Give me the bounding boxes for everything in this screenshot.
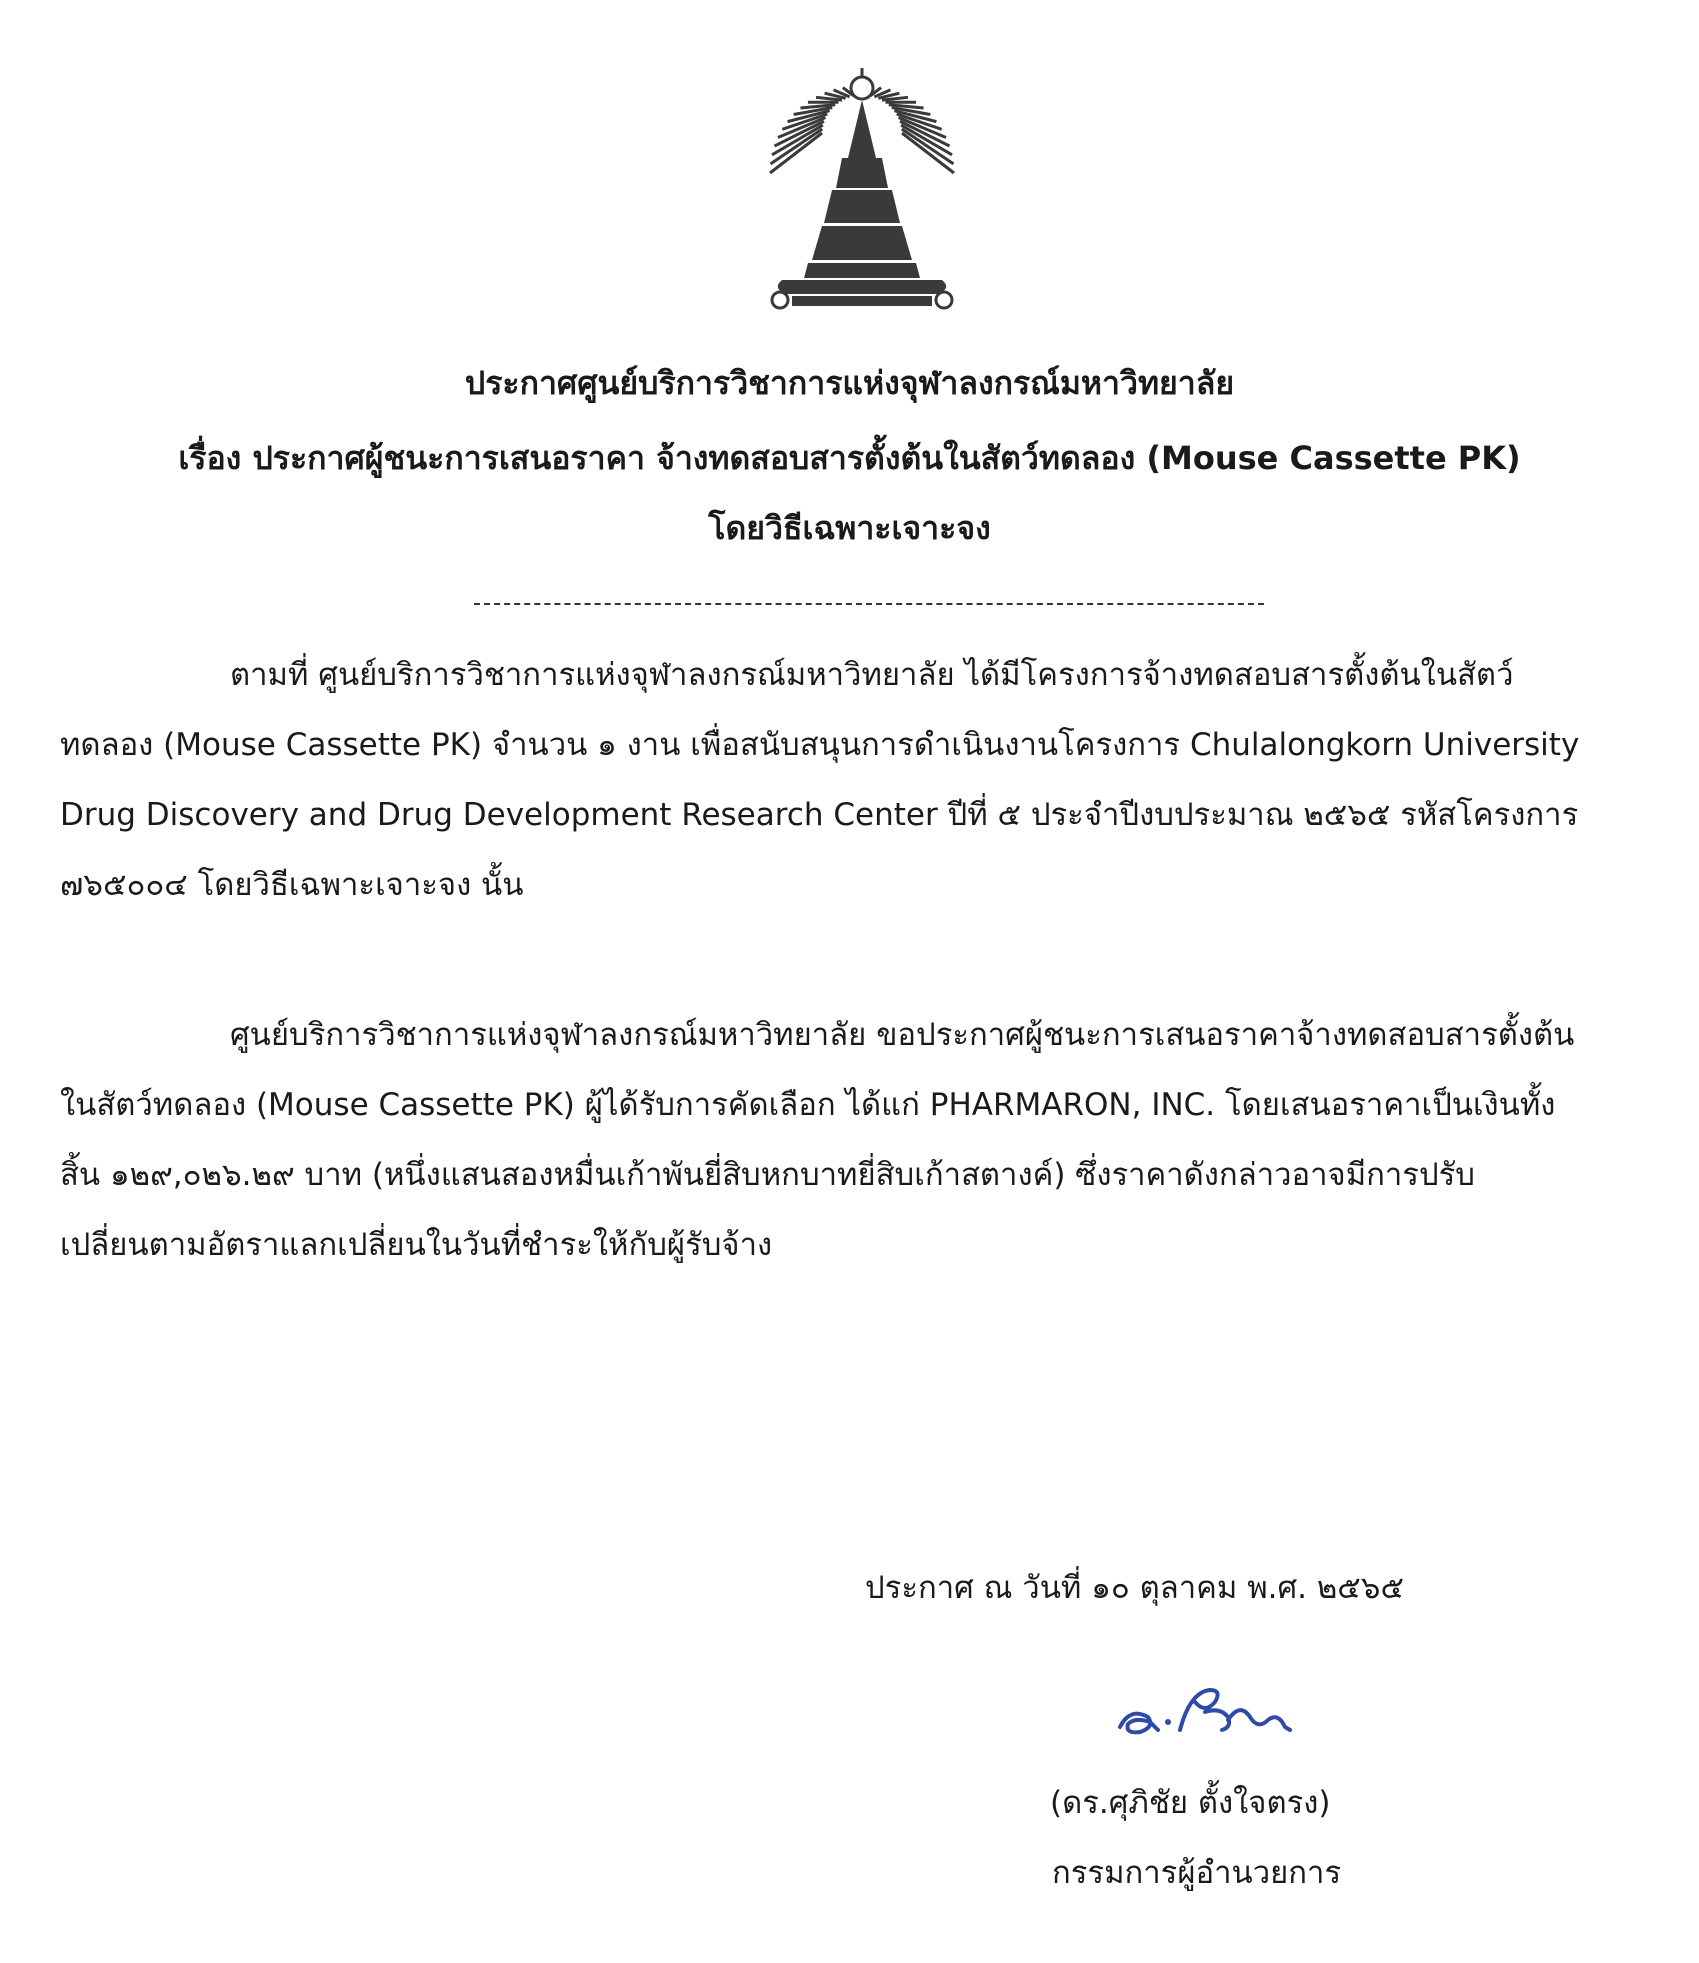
announcement-subject: เรื่อง ประกาศผู้ชนะการเสนอราคา จ้างทดสอบสารตั้งต้นในสัตว์ทดลอง (Mouse Cassette PK): [178, 439, 1521, 477]
paragraph2-line: สิ้น ๑๒๙,๐๒๖.๒๙ บาท (หนึ่งแสนสองหมื่นเก้าพันยี่สิบหกบาทยี่สิบเก้าสตางค์) ซึ่งราคาดังกล่าวอาจมีการปรับ: [60, 1157, 1475, 1193]
signatory-name: (ดร.ศุภิชัย ตั้งใจตรง): [1050, 1785, 1331, 1821]
paragraph2-line: เปลี่ยนตามอัตราแลกเปลี่ยนในวันที่ชำระให้กับผู้รับจ้าง: [60, 1227, 773, 1263]
paragraph1-line: ตามที่ ศูนย์บริการวิชาการแห่งจุฬาลงกรณ์มหาวิทยาลัย ได้มีโครงการจ้างทดสอบสารตั้งต้นในสัตว์: [230, 657, 1514, 693]
signatory-title: กรรมการผู้อำนวยการ: [1052, 1855, 1342, 1891]
phra-kiao-emblem-icon: [762, 38, 962, 318]
handwritten-signature: [1110, 1672, 1330, 1752]
separator-rule: [474, 603, 1264, 605]
paragraph1-line: Drug Discovery and Drug Development Research Center ปีที่ ๕ ประจำปีงบประมาณ ๒๕๖๕ รหัสโครงการ: [60, 797, 1579, 833]
procurement-method: โดยวิธีเฉพาะเจาะจง: [708, 509, 991, 547]
paragraph2-line: ในสัตว์ทดลอง (Mouse Cassette PK) ผู้ได้รับการคัดเลือก ได้แก่ PHARMARON, INC. โดยเสนอราคาเป็นเงินทั้ง: [60, 1087, 1556, 1123]
paragraph1-line: ทดลอง (Mouse Cassette PK) จำนวน ๑ งาน เพื่อสนับสนุนการดำเนินงานโครงการ Chulalongkorn University: [60, 727, 1580, 763]
announcement-date: ประกาศ ณ วันที่ ๑๐ ตุลาคม พ.ศ. ๒๕๖๕: [865, 1570, 1404, 1606]
paragraph2-line: ศูนย์บริการวิชาการแห่งจุฬาลงกรณ์มหาวิทยาลัย ขอประกาศผู้ชนะการเสนอราคาจ้างทดสอบสารตั้งต้น: [230, 1017, 1575, 1053]
announcement-title: ประกาศศูนย์บริการวิชาการแห่งจุฬาลงกรณ์มหาวิทยาลัย: [464, 364, 1235, 402]
paragraph1-line: ๗๖๕๐๐๔ โดยวิธีเฉพาะเจาะจง นั้น: [60, 867, 524, 903]
